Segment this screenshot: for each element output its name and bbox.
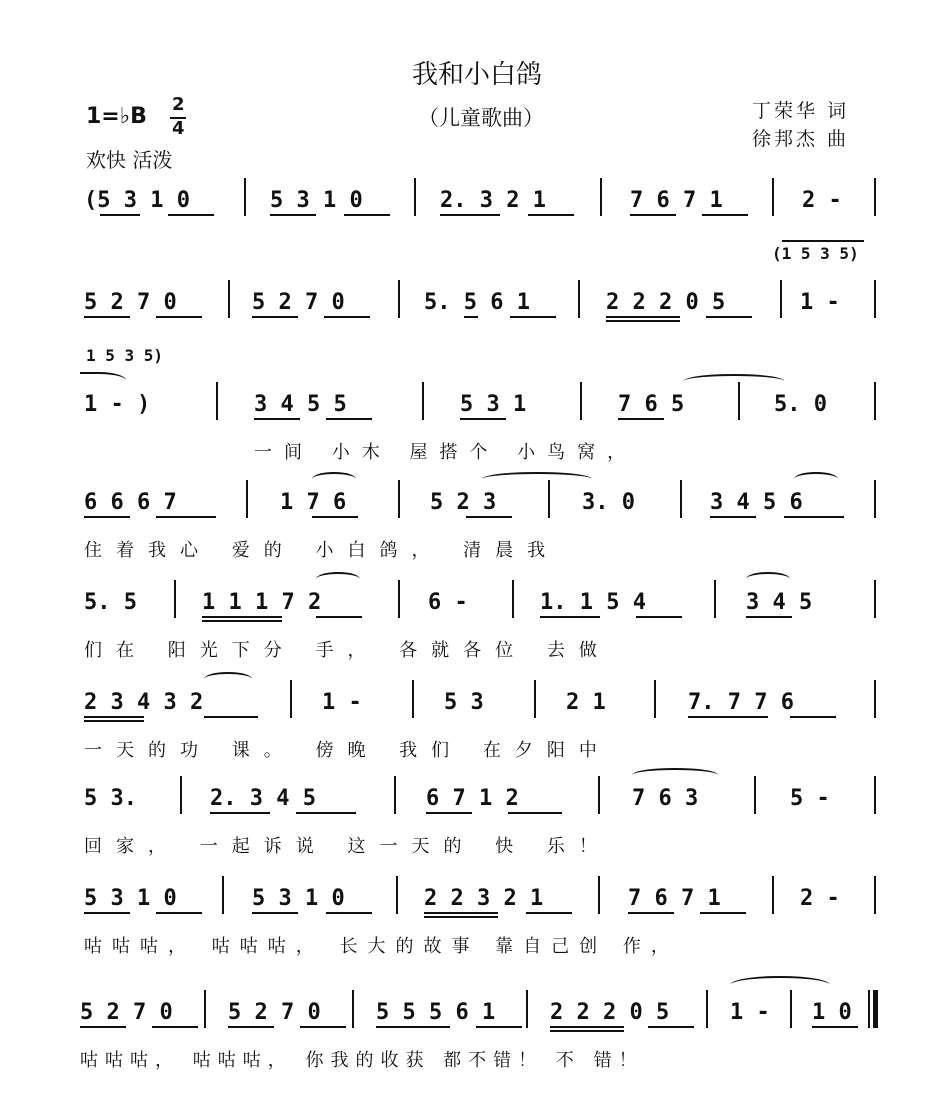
underline xyxy=(84,716,144,718)
barline xyxy=(290,680,292,718)
underline xyxy=(254,418,300,420)
lyrics-line: 一天的功 课。 傍晚 我们 在夕阳中 xyxy=(84,740,611,761)
lyrics-line: 咕咕咕， 咕咕咕， 你我的收获 都不错！ 不 错！ xyxy=(80,1050,644,1071)
measure: 5 - xyxy=(790,786,830,811)
underline xyxy=(156,912,202,914)
lyrics-line: 咕咕咕， 咕咕咕， 长大的故事 靠自己创 作， xyxy=(84,936,679,957)
underline xyxy=(326,418,372,420)
barline xyxy=(680,480,682,518)
measure: 5 3 1 0 xyxy=(252,886,345,911)
barline xyxy=(874,876,876,914)
barline xyxy=(598,776,600,814)
barline xyxy=(790,990,792,1028)
measure: 7 6 3 xyxy=(632,786,699,811)
song-subtitle: （儿童歌曲） xyxy=(418,106,544,130)
measure: 1 - ) xyxy=(84,392,151,417)
barline xyxy=(398,280,400,318)
measure: 2 2 2 0 5 xyxy=(550,1000,670,1025)
measure: 5 2 7 0 xyxy=(252,290,345,315)
underline xyxy=(80,1026,126,1028)
underline xyxy=(812,1026,858,1028)
measure: 1 - xyxy=(730,1000,770,1025)
measure: 7 6 5 xyxy=(618,392,685,417)
measure: 5 3 1 0 xyxy=(270,188,363,213)
underline xyxy=(440,214,500,216)
tie-arc xyxy=(204,672,252,686)
underline xyxy=(526,912,572,914)
measure: 1 7 6 xyxy=(280,490,347,515)
measure: 2 - xyxy=(800,886,840,911)
barline xyxy=(180,776,182,814)
barline xyxy=(598,876,600,914)
underline xyxy=(426,812,472,814)
tie-arc xyxy=(794,472,838,486)
barline xyxy=(772,876,774,914)
underline xyxy=(210,812,270,814)
underline xyxy=(550,1026,624,1028)
underline xyxy=(464,316,478,318)
barline xyxy=(398,480,400,518)
barline xyxy=(874,280,876,318)
measure: 3 4 5 6 xyxy=(710,490,803,515)
underline xyxy=(202,616,282,618)
measure: 2 1 xyxy=(566,690,606,715)
measure: 2 - xyxy=(802,188,842,213)
measure: 2 3 4 3 2 xyxy=(84,690,204,715)
barline xyxy=(216,382,218,420)
measure: 3 4 5 xyxy=(746,590,813,615)
tie-arc xyxy=(746,572,790,586)
lyrics-line: 一间 小木 屋搭个 小鸟窝， xyxy=(254,442,638,463)
barline xyxy=(512,580,514,618)
barline xyxy=(578,280,580,318)
measure: 6 6 6 7 xyxy=(84,490,177,515)
measure: 5 2 7 0 xyxy=(84,290,177,315)
underline xyxy=(326,912,372,914)
measure: 5 5 5 6 1 xyxy=(376,1000,496,1025)
underline xyxy=(476,1026,522,1028)
measure: (5 3 1 0 xyxy=(84,188,190,213)
barline xyxy=(396,876,398,914)
final-barline-thin xyxy=(868,990,870,1028)
barline xyxy=(534,680,536,718)
barline xyxy=(394,776,396,814)
underline xyxy=(312,516,358,518)
underline xyxy=(344,214,390,216)
underline xyxy=(528,214,574,216)
measure: 6 - xyxy=(428,590,468,615)
lyrics-line: 住着我心 爱的 小白鸽， 清晨我 xyxy=(84,540,560,561)
barline xyxy=(174,580,176,618)
underline xyxy=(648,1026,694,1028)
barline xyxy=(228,280,230,318)
underline xyxy=(270,214,316,216)
underline xyxy=(424,916,498,918)
tempo-marking: 欢快 活泼 xyxy=(86,148,173,172)
underline xyxy=(152,1026,198,1028)
tie-arc xyxy=(632,768,718,782)
underline xyxy=(252,912,298,914)
measure: 2 2 3 2 1 xyxy=(424,886,544,911)
barline xyxy=(246,480,248,518)
time-signature-top: 2 xyxy=(172,94,185,115)
barline xyxy=(714,580,716,618)
measure: 5. 0 xyxy=(774,392,827,417)
underline xyxy=(706,316,752,318)
barline xyxy=(772,178,774,216)
barline xyxy=(874,580,876,618)
barline xyxy=(204,990,206,1028)
measure: 7 6 7 1 xyxy=(628,886,721,911)
tie-arc xyxy=(730,976,830,994)
measure: 5 3 1 xyxy=(460,392,527,417)
underline xyxy=(202,620,282,622)
barline xyxy=(222,876,224,914)
underline xyxy=(790,716,836,718)
measure: 2 2 2 0 5 xyxy=(606,290,726,315)
underline xyxy=(296,812,356,814)
measure: 1 1 1 7 2 xyxy=(202,590,322,615)
underline xyxy=(300,1026,346,1028)
barline xyxy=(874,382,876,420)
underline xyxy=(156,516,216,518)
barline xyxy=(526,990,528,1028)
barline xyxy=(706,990,708,1028)
underline xyxy=(784,516,844,518)
underline xyxy=(710,516,756,518)
underline xyxy=(688,716,768,718)
barline xyxy=(398,580,400,618)
measure: 5 3. xyxy=(84,786,137,811)
measure: 2. 3 2 1 xyxy=(440,188,546,213)
barline xyxy=(654,680,656,718)
measure: 7. 7 7 6 xyxy=(688,690,794,715)
lyrics-line: 们在 阳光下分 手， 各就各位 去做 xyxy=(84,640,611,661)
barline xyxy=(754,776,756,814)
barline xyxy=(422,382,424,420)
barline xyxy=(874,178,876,216)
underline xyxy=(606,316,680,318)
underline xyxy=(510,316,556,318)
underline xyxy=(606,320,680,322)
underline xyxy=(84,316,130,318)
aside-bracket-line xyxy=(782,240,864,242)
measure: 3 4 5 5 xyxy=(254,392,347,417)
tie-arc xyxy=(80,372,126,386)
barline xyxy=(352,990,354,1028)
measure: 5 2 7 0 xyxy=(228,1000,321,1025)
tie-arc xyxy=(684,374,784,388)
measure: 1 - xyxy=(800,290,840,315)
barline xyxy=(874,776,876,814)
underline xyxy=(460,418,506,420)
key-signature: 1=♭B xyxy=(86,104,147,129)
underline xyxy=(466,516,512,518)
barline xyxy=(580,382,582,420)
lyricist-credit: 丁荣华 词 xyxy=(752,100,850,122)
underline xyxy=(84,720,144,722)
aside-notes: (1 5 3 5) xyxy=(772,244,859,263)
barline xyxy=(414,178,416,216)
barline xyxy=(244,178,246,216)
measure: 5 3 xyxy=(444,690,484,715)
time-signature-bottom: 4 xyxy=(172,118,185,139)
underline xyxy=(540,616,600,618)
underline xyxy=(100,214,140,216)
underline xyxy=(204,716,258,718)
measure: 5. 5 xyxy=(84,590,137,615)
barline xyxy=(412,680,414,718)
tie-arc xyxy=(482,472,592,486)
underline xyxy=(628,912,674,914)
composer-credit: 徐邦杰 曲 xyxy=(752,128,850,150)
underline xyxy=(156,316,202,318)
barline xyxy=(874,480,876,518)
measure: 2. 3 4 5 xyxy=(210,786,316,811)
underline xyxy=(376,1026,450,1028)
underline xyxy=(84,516,130,518)
tie-arc xyxy=(316,572,360,586)
measure: 6 7 1 2 xyxy=(426,786,519,811)
underline xyxy=(168,214,214,216)
underline xyxy=(630,214,676,216)
underline xyxy=(228,1026,274,1028)
song-title: 我和小白鸽 xyxy=(412,60,543,90)
underline xyxy=(702,214,748,216)
lyrics-line: 回家， 一起诉说 这一天的 快 乐！ xyxy=(84,836,611,857)
underline xyxy=(700,912,746,914)
barline xyxy=(780,280,782,318)
measure: 1 - xyxy=(322,690,362,715)
measure: 5 3 1 0 xyxy=(84,886,177,911)
aside-notes: 1 5 3 5) xyxy=(86,346,164,365)
measure: 5. 5 6 1 xyxy=(424,290,530,315)
underline xyxy=(746,616,792,618)
tie-arc xyxy=(312,472,356,486)
underline xyxy=(316,616,362,618)
measure: 5 2 7 0 xyxy=(80,1000,173,1025)
underline xyxy=(508,812,562,814)
underline xyxy=(84,912,130,914)
barline xyxy=(600,178,602,216)
final-barline-thick xyxy=(873,990,878,1028)
underline xyxy=(618,418,664,420)
measure: 7 6 7 1 xyxy=(630,188,723,213)
measure: 5 2 3 xyxy=(430,490,497,515)
underline xyxy=(252,316,298,318)
underline xyxy=(550,1030,624,1032)
underline xyxy=(636,616,682,618)
measure: 1. 1 5 4 xyxy=(540,590,646,615)
measure: 1 0 xyxy=(812,1000,852,1025)
underline xyxy=(324,316,370,318)
measure: 3. 0 xyxy=(582,490,635,515)
underline xyxy=(424,912,498,914)
barline xyxy=(874,680,876,718)
